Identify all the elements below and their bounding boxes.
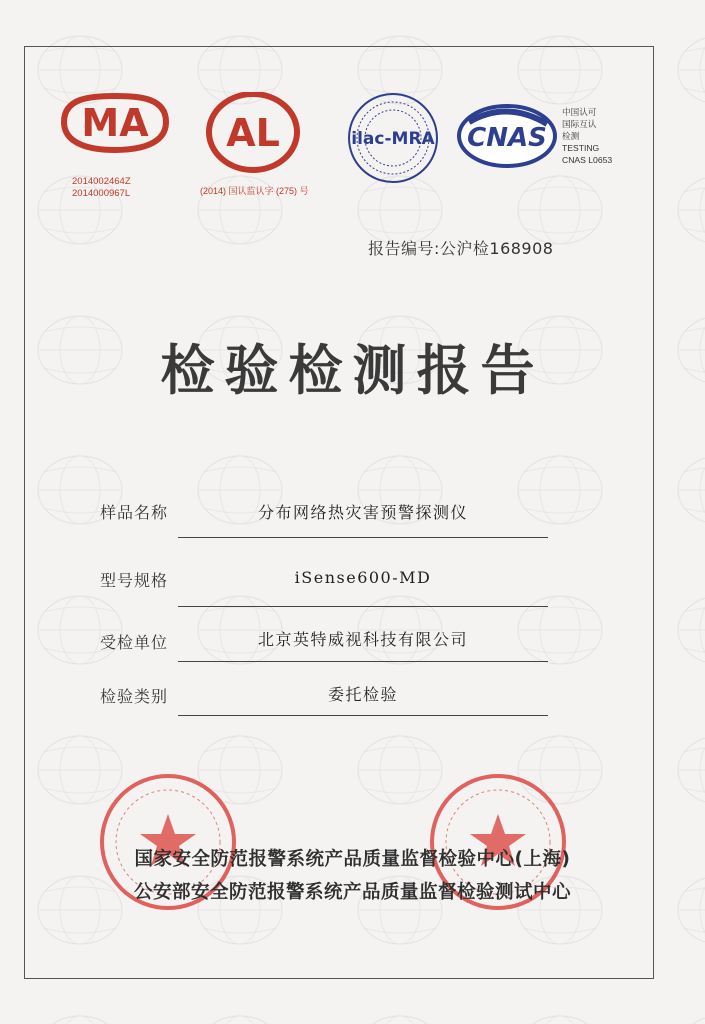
cnas-side-text [562, 106, 612, 166]
document-title: 检验检测报告 [160, 339, 545, 402]
cal-approval-number: (2014) 国认监认字 (275) 号 [200, 186, 309, 196]
ilac-logo-text: ilac-MRA [351, 129, 435, 149]
field-value: 分布网络热灾害预警探测仪 [257, 503, 468, 522]
cma-codes [72, 176, 131, 200]
cma-logo-text: MA [81, 101, 149, 145]
cma-logo [60, 92, 170, 172]
cnas-logo [455, 102, 561, 172]
cal-logo-text: AL [226, 111, 280, 155]
cma-code: 2014000967L [72, 188, 131, 199]
cnas-side-line: 国际互认 [562, 119, 597, 129]
cnas-side-line: 检测 [562, 131, 580, 141]
field-label: 样品名称 [100, 503, 169, 522]
field-value: 北京英特威视科技有限公司 [257, 630, 468, 649]
field-underline [178, 537, 548, 538]
field-label: 型号规格 [100, 571, 169, 590]
field-underline [178, 606, 548, 607]
cnas-logo-text: CNAS [467, 123, 547, 153]
accreditation-logos [50, 92, 620, 202]
field-underline [178, 715, 548, 716]
field-row-inspection-type [0, 682, 705, 722]
field-label: 受检单位 [100, 633, 169, 652]
report-number: 报告编号:公沪检168908 [368, 239, 554, 258]
field-row-inspected-unit [0, 627, 705, 667]
ilac-mra-logo [343, 92, 443, 188]
cma-code: 2014002464Z [72, 176, 131, 187]
cal-logo [205, 92, 305, 178]
field-value: iSense600-MD [294, 568, 432, 587]
field-row-sample-name [0, 498, 705, 538]
cnas-side-line: CNAS L0653 [562, 155, 613, 165]
field-value: 委托检验 [327, 685, 398, 704]
issuer-line-2: 公安部安全防范报警系统产品质量监督检验测试中心 [133, 882, 571, 903]
field-row-model [0, 566, 705, 606]
field-label: 检验类别 [100, 687, 169, 706]
issuer-line-1: 国家安全防范报警系统产品质量监督检验中心(上海) [134, 849, 571, 870]
cnas-side-line: 中国认可 [562, 107, 597, 117]
field-underline [178, 661, 548, 662]
cnas-side-line: TESTING [562, 143, 600, 153]
